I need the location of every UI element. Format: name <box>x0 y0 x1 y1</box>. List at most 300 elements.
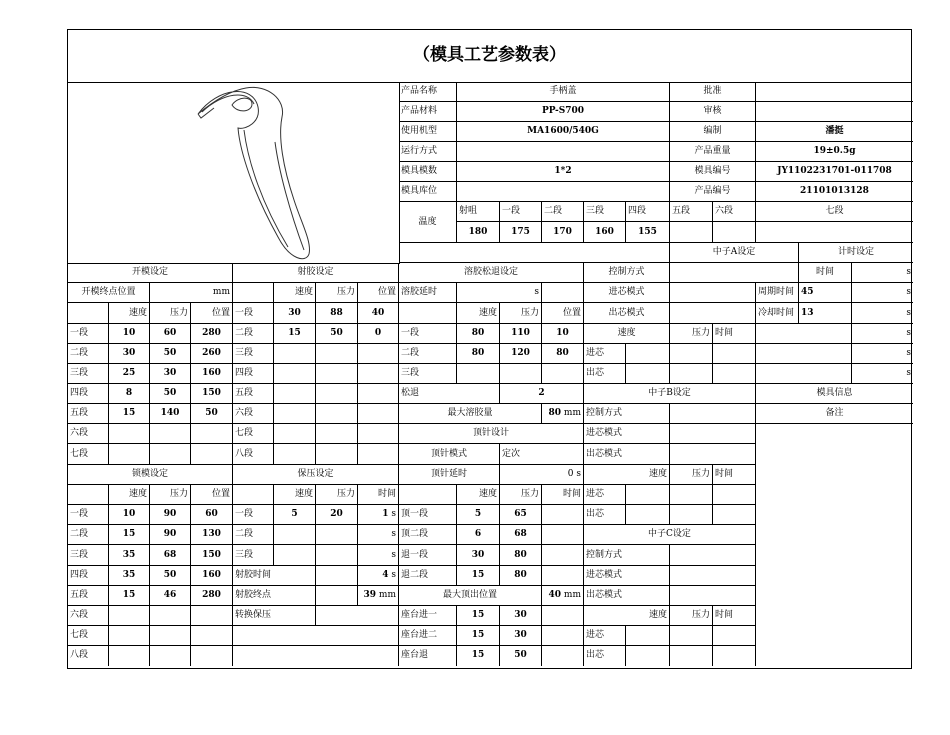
open-position: 150 <box>191 384 233 404</box>
temperature-zone: 七段 <box>756 202 913 222</box>
temperature-value <box>756 222 913 243</box>
clamp-stage: 一段 <box>68 505 109 525</box>
unit: s <box>391 570 396 580</box>
product-value: 21101013128 <box>756 182 913 202</box>
open-speed: 8 <box>109 384 150 404</box>
col-header: 速度 <box>457 303 500 324</box>
inject-pressure <box>316 424 358 444</box>
ejector-delay-label: 顶针延时 <box>399 465 500 485</box>
table-cell <box>626 505 670 525</box>
col-header: 压力 <box>316 485 358 505</box>
temperature-value: 155 <box>626 222 670 243</box>
product-value <box>756 102 913 122</box>
clamp-stage: 五段 <box>68 586 109 606</box>
hold-stage: 一段 <box>233 505 274 525</box>
seat-stage: 座台进二 <box>399 626 457 646</box>
table-cell <box>670 364 713 384</box>
product-label: 编制 <box>670 122 756 142</box>
core-a-ctrl-label: 控制方式 <box>584 263 670 283</box>
open-stage: 三段 <box>68 364 109 384</box>
core-c-ctrl-label: 控制方式 <box>584 545 670 566</box>
inject-pressure: 50 <box>316 324 358 344</box>
table-cell <box>670 344 713 364</box>
clamp-speed: 35 <box>109 566 150 586</box>
open-speed: 25 <box>109 364 150 384</box>
process-parameter-sheet <box>67 29 912 669</box>
product-label: 模具库位 <box>399 182 457 202</box>
hold-speed: 5 <box>274 505 316 525</box>
inject-position: 40 <box>358 303 399 324</box>
temperature-zone: 六段 <box>713 202 756 222</box>
core-b-ctrl-label: 控制方式 <box>584 404 670 424</box>
temperature-value <box>713 222 756 243</box>
clamp-speed: 15 <box>109 525 150 545</box>
max-melt-value <box>542 404 584 424</box>
inject-speed <box>274 364 316 384</box>
open-pressure: 50 <box>150 344 191 364</box>
inject-pressure <box>316 384 358 404</box>
inject-position <box>358 344 399 364</box>
table-cell <box>233 646 399 666</box>
core-a-title: 中子A设定 <box>670 243 799 263</box>
open-stage: 一段 <box>68 324 109 344</box>
clamp-stage: 八段 <box>68 646 109 666</box>
ejector-max-label: 最大顶出位置 <box>399 586 542 606</box>
ejector-pressure: 68 <box>500 525 542 545</box>
inject-speed <box>274 384 316 404</box>
ejector-stage: 顶二段 <box>399 525 457 545</box>
inject-stage: 八段 <box>233 444 274 465</box>
clamp-speed: 35 <box>109 545 150 566</box>
cool-value: 13 <box>799 303 852 324</box>
product-value: 手柄盖 <box>457 82 670 102</box>
temperature-value <box>670 222 713 243</box>
max-melt-number: 80 <box>548 408 562 418</box>
mold-note-label: 备注 <box>756 404 913 424</box>
ejector-pressure: 80 <box>500 566 542 586</box>
ejector-stage: 顶一段 <box>399 505 457 525</box>
hold-stage: 二段 <box>233 525 274 545</box>
table-cell <box>233 283 274 303</box>
unit: mm <box>563 408 581 418</box>
col-header: 速度 <box>274 283 316 303</box>
inject-position: 0 <box>358 324 399 344</box>
hold-speed <box>274 545 316 566</box>
temperature-zone: 一段 <box>500 202 542 222</box>
seat-stage: 座台进一 <box>399 606 457 626</box>
product-label: 模具模数 <box>399 162 457 182</box>
unit: s <box>457 283 542 303</box>
ejector-speed: 6 <box>457 525 500 545</box>
table-cell <box>626 364 670 384</box>
core-a-time-label: 时间 <box>713 324 756 344</box>
open-stage: 二段 <box>68 344 109 364</box>
hold-time <box>358 545 399 566</box>
unit: mm <box>150 283 233 303</box>
inject-pressure: 88 <box>316 303 358 324</box>
core-a-out: 出芯 <box>584 364 626 384</box>
table-cell <box>542 646 584 666</box>
open-pressure: 60 <box>150 324 191 344</box>
table-cell <box>670 646 713 666</box>
table-cell <box>316 566 358 586</box>
core-c-speed-label: 速度 <box>584 606 670 626</box>
clamp-stage: 三段 <box>68 545 109 566</box>
ejector-speed: 5 <box>457 505 500 525</box>
core-a-in: 进芯 <box>584 344 626 364</box>
clamp-position: 160 <box>191 566 233 586</box>
temperature-zone: 二段 <box>542 202 584 222</box>
open-pressure: 50 <box>150 384 191 404</box>
temperature-zone: 三段 <box>584 202 626 222</box>
clamp-speed <box>109 626 150 646</box>
table-cell <box>670 263 799 283</box>
table-cell <box>713 626 756 646</box>
mold-note-area <box>756 424 913 666</box>
clamp-pressure: 90 <box>150 525 191 545</box>
timer-time-label: 时间 <box>799 263 852 283</box>
hold-speed <box>274 525 316 545</box>
product-label: 产品编号 <box>670 182 756 202</box>
melt-stage: 三段 <box>399 364 457 384</box>
col-header: 速度 <box>109 303 150 324</box>
clamp-speed <box>109 606 150 626</box>
table-cell <box>542 283 584 303</box>
open-pressure <box>150 424 191 444</box>
melt-delay-label: 溶胶延时 <box>399 283 457 303</box>
core-b-out: 出芯 <box>584 505 626 525</box>
product-value: PP-S700 <box>457 102 670 122</box>
inject-stage: 五段 <box>233 384 274 404</box>
core-b-time-label: 时间 <box>713 465 756 485</box>
inj-end <box>358 586 399 606</box>
core-a-out-mode: 出芯模式 <box>584 303 670 324</box>
table-cell <box>670 444 756 465</box>
table-cell <box>670 586 756 606</box>
core-b-in: 进芯 <box>584 485 626 505</box>
inject-position <box>358 444 399 465</box>
clamp-stage: 二段 <box>68 525 109 545</box>
hold-time-value: 1 <box>382 509 389 519</box>
inject-stage: 三段 <box>233 344 274 364</box>
core-b-speed-label: 速度 <box>584 465 670 485</box>
product-label: 使用机型 <box>399 122 457 142</box>
table-cell <box>670 485 713 505</box>
inj-time-value: 4 <box>382 570 389 580</box>
col-header: 速度 <box>109 485 150 505</box>
retract-label: 松退 <box>399 384 500 404</box>
switch-label: 转换保压 <box>233 606 316 626</box>
core-a-pressure-label: 压力 <box>670 324 713 344</box>
seat-pressure: 30 <box>500 626 542 646</box>
product-label: 审核 <box>670 102 756 122</box>
table-cell <box>68 303 109 324</box>
unit: s <box>852 324 913 344</box>
ejector-time <box>542 545 584 566</box>
open-position: 260 <box>191 344 233 364</box>
col-header: 压力 <box>150 485 191 505</box>
ejector-max-value: 40 <box>548 590 562 600</box>
clamp-pressure <box>150 626 191 646</box>
product-label: 产品材料 <box>399 102 457 122</box>
product-value <box>457 142 670 162</box>
table-cell <box>670 303 756 324</box>
core-b-pressure-label: 压力 <box>670 465 713 485</box>
inject-speed <box>274 444 316 465</box>
melt-title: 溶胶松退设定 <box>399 263 584 283</box>
ejector-speed: 30 <box>457 545 500 566</box>
unit: mm <box>563 590 581 600</box>
col-header: 时间 <box>358 485 399 505</box>
inject-pressure <box>316 444 358 465</box>
open-speed <box>109 444 150 465</box>
core-c-title: 中子C设定 <box>584 525 756 545</box>
col-header: 时间 <box>542 485 584 505</box>
ejector-pressure: 65 <box>500 505 542 525</box>
table-cell <box>316 606 399 626</box>
core-c-time-label: 时间 <box>713 606 756 626</box>
open-stage: 五段 <box>68 404 109 424</box>
ejector-time <box>542 525 584 545</box>
table-cell <box>542 606 584 626</box>
col-header: 速度 <box>274 485 316 505</box>
col-header: 压力 <box>316 283 358 303</box>
product-value: 1*2 <box>457 162 670 182</box>
hold-pressure <box>316 545 358 566</box>
hold-stage: 三段 <box>233 545 274 566</box>
table-cell <box>670 404 756 424</box>
ejector-stage: 退二段 <box>399 566 457 586</box>
melt-speed: 80 <box>457 324 500 344</box>
clamp-pressure: 46 <box>150 586 191 606</box>
inj-end-label: 射胶终点 <box>233 586 316 606</box>
inject-stage: 四段 <box>233 364 274 384</box>
table-cell <box>713 646 756 666</box>
ejector-speed: 15 <box>457 566 500 586</box>
core-a-speed-label: 速度 <box>584 324 670 344</box>
mold-info-title: 模具信息 <box>756 384 913 404</box>
temperature-zone: 四段 <box>626 202 670 222</box>
sheet-title: （模具工艺参数表） <box>68 30 911 83</box>
melt-position: 80 <box>542 344 584 364</box>
seat-speed: 15 <box>457 606 500 626</box>
clamp-stage: 六段 <box>68 606 109 626</box>
inject-title: 射胶设定 <box>233 263 399 283</box>
core-c-in: 进芯 <box>584 626 626 646</box>
product-value <box>756 82 913 102</box>
open-position <box>191 444 233 465</box>
inject-speed <box>274 424 316 444</box>
inject-stage: 七段 <box>233 424 274 444</box>
product-value: 潘挺 <box>756 122 913 142</box>
col-header: 位置 <box>191 303 233 324</box>
table-cell <box>713 364 756 384</box>
inj-time <box>358 566 399 586</box>
table-cell <box>713 505 756 525</box>
table-cell <box>626 626 670 646</box>
inject-pressure <box>316 404 358 424</box>
unit: s <box>852 344 913 364</box>
clamp-title: 锁模设定 <box>68 465 233 485</box>
melt-position: 10 <box>542 324 584 344</box>
core-c-pressure-label: 压力 <box>670 606 713 626</box>
open-stage: 六段 <box>68 424 109 444</box>
table-cell <box>670 626 713 646</box>
table-cell <box>670 283 756 303</box>
ejector-pressure: 80 <box>500 545 542 566</box>
inj-end-value: 39 <box>363 590 377 600</box>
open-pressure: 140 <box>150 404 191 424</box>
melt-pressure: 120 <box>500 344 542 364</box>
product-label: 模具编号 <box>670 162 756 182</box>
table-cell <box>399 485 457 505</box>
unit: mm <box>378 590 396 600</box>
hold-time <box>358 505 399 525</box>
ejector-time <box>542 566 584 586</box>
table-cell <box>626 344 670 364</box>
table-cell <box>542 626 584 646</box>
col-header: 位置 <box>358 283 399 303</box>
clamp-pressure <box>150 646 191 666</box>
clamp-stage: 四段 <box>68 566 109 586</box>
open-pressure: 30 <box>150 364 191 384</box>
open-speed: 10 <box>109 324 150 344</box>
unit: s <box>576 469 581 479</box>
core-b-in-mode: 进芯模式 <box>584 424 670 444</box>
unit: s <box>852 283 913 303</box>
clamp-position: 60 <box>191 505 233 525</box>
unit: s <box>391 550 396 560</box>
inject-pressure <box>316 344 358 364</box>
inject-position <box>358 364 399 384</box>
cycle-value: 45 <box>799 283 852 303</box>
col-header: 位置 <box>191 485 233 505</box>
clamp-position <box>191 646 233 666</box>
product-label: 运行方式 <box>399 142 457 162</box>
inject-speed <box>274 344 316 364</box>
unit: s <box>852 303 913 324</box>
clamp-speed: 10 <box>109 505 150 525</box>
product-label: 产品重量 <box>670 142 756 162</box>
core-b-title: 中子B设定 <box>584 384 756 404</box>
open-speed: 15 <box>109 404 150 424</box>
inj-time-label: 射胶时间 <box>233 566 316 586</box>
table-cell <box>713 485 756 505</box>
max-melt-label: 最大溶胶量 <box>399 404 542 424</box>
cool-label: 冷却时间 <box>756 303 799 324</box>
table-cell <box>670 505 713 525</box>
cycle-label: 周期时间 <box>756 283 799 303</box>
open-stage: 七段 <box>68 444 109 465</box>
table-cell <box>626 646 670 666</box>
table-cell <box>399 303 457 324</box>
ejector-mode: 定次 <box>500 444 584 465</box>
melt-speed: 80 <box>457 344 500 364</box>
temperature-value: 170 <box>542 222 584 243</box>
open-pressure <box>150 444 191 465</box>
table-cell <box>670 566 756 586</box>
hold-pressure: 20 <box>316 505 358 525</box>
seat-stage: 座台退 <box>399 646 457 666</box>
clamp-position: 130 <box>191 525 233 545</box>
core-c-out-mode: 出芯模式 <box>584 586 670 606</box>
hold-title: 保压设定 <box>233 465 399 485</box>
clamp-speed <box>109 646 150 666</box>
clamp-pressure: 90 <box>150 505 191 525</box>
col-header: 位置 <box>542 303 584 324</box>
col-header: 压力 <box>500 303 542 324</box>
ejector-delay <box>500 465 584 485</box>
temperature-value: 175 <box>500 222 542 243</box>
table-cell <box>756 364 852 384</box>
seat-pressure: 50 <box>500 646 542 666</box>
ejector-max <box>542 586 584 606</box>
temperature-value: 160 <box>584 222 626 243</box>
col-header: 压力 <box>150 303 191 324</box>
product-label: 产品名称 <box>399 82 457 102</box>
core-c-in-mode: 进芯模式 <box>584 566 670 586</box>
unit: s <box>391 529 396 539</box>
table-cell <box>316 586 358 606</box>
product-image <box>68 82 400 264</box>
inject-position <box>358 384 399 404</box>
open-position: 280 <box>191 324 233 344</box>
melt-stage: 二段 <box>399 344 457 364</box>
clamp-stage: 七段 <box>68 626 109 646</box>
inject-speed: 30 <box>274 303 316 324</box>
melt-position <box>542 364 584 384</box>
open-speed: 30 <box>109 344 150 364</box>
seat-pressure: 30 <box>500 606 542 626</box>
clamp-pressure <box>150 606 191 626</box>
open-speed <box>109 424 150 444</box>
melt-pressure <box>500 364 542 384</box>
inject-position <box>358 404 399 424</box>
temperature-zone: 射咀 <box>457 202 500 222</box>
unit: s <box>391 509 396 519</box>
ejector-stage: 退一段 <box>399 545 457 566</box>
hold-time <box>358 525 399 545</box>
unit: s <box>852 364 913 384</box>
table-cell <box>626 485 670 505</box>
ejector-delay-value: 0 <box>567 469 574 479</box>
clamp-pressure: 50 <box>150 566 191 586</box>
table-cell <box>68 485 109 505</box>
inject-speed <box>274 404 316 424</box>
ejector-time <box>542 505 584 525</box>
table-cell <box>713 344 756 364</box>
ejector-title: 顶针设计 <box>399 424 584 444</box>
table-cell <box>756 344 852 364</box>
clamp-position <box>191 626 233 646</box>
product-value: 19±0.5g <box>756 142 913 162</box>
clamp-position <box>191 606 233 626</box>
melt-stage: 一段 <box>399 324 457 344</box>
open-title: 开模设定 <box>68 263 233 283</box>
table-cell <box>233 485 274 505</box>
table-cell <box>670 424 756 444</box>
open-end-label: 开模终点位置 <box>68 283 150 303</box>
inject-pressure <box>316 364 358 384</box>
product-label: 批准 <box>670 82 756 102</box>
open-position <box>191 424 233 444</box>
core-a-in-mode: 进芯模式 <box>584 283 670 303</box>
blank-cell <box>399 243 670 263</box>
temperature-label: 温度 <box>399 202 457 243</box>
col-header: 压力 <box>500 485 542 505</box>
col-header: 速度 <box>457 485 500 505</box>
seat-speed: 15 <box>457 626 500 646</box>
